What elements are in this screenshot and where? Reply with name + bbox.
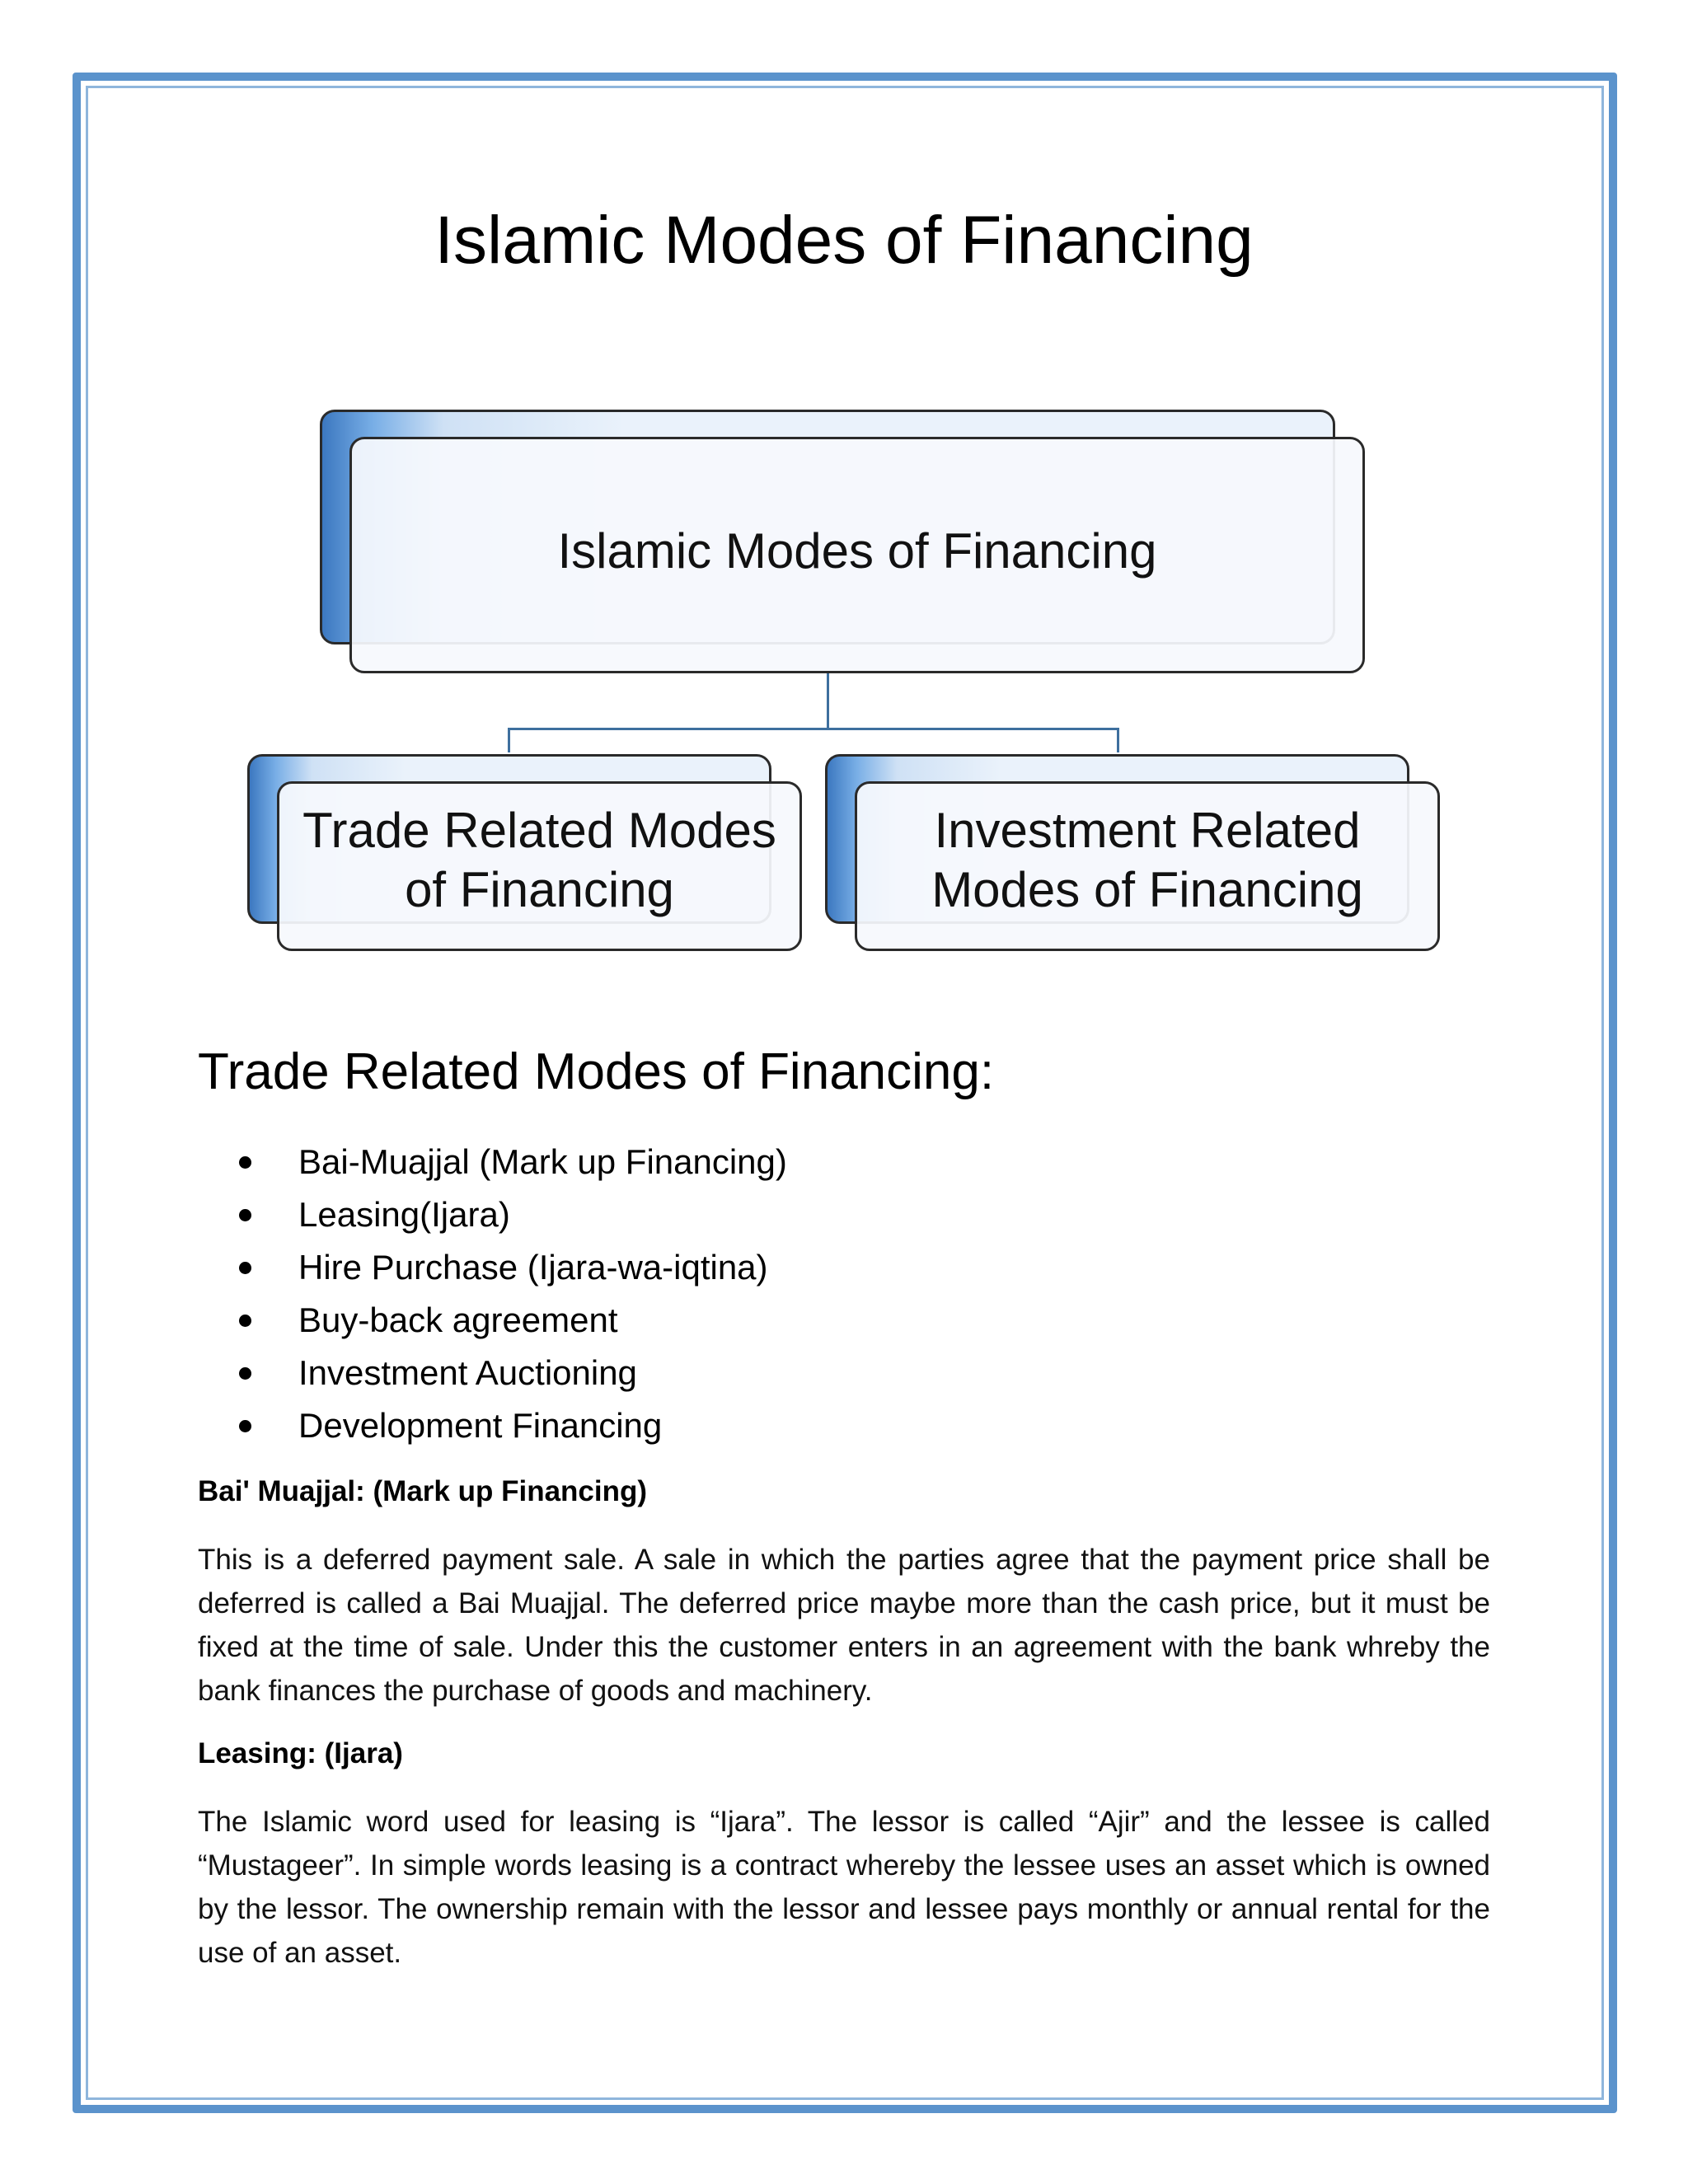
bai-muajjal-heading: Bai' Muajjal: (Mark up Financing): [198, 1475, 648, 1507]
leasing-paragraph: The Islamic word used for leasing is “Ijara”. The lessor is called “Ajir” and the lessee is called “Mustageer”. In simple words leasing is a contract whereby the lessee uses an asset which is owned by the lessor. The ownership remain with the lessor and lessee pays monthly or annual rental for the use of an asset.: [198, 1806, 1490, 1969]
list-item: Buy-back agreement: [239, 1294, 787, 1347]
trade-node-label: Trade Related Modes of Financing: [302, 803, 776, 917]
bullet-list: [239, 1136, 787, 1452]
list-item: Investment Auctioning: [239, 1347, 787, 1399]
root-node-label: Islamic Modes of Financing: [557, 523, 1157, 579]
page-title: Islamic Modes of Financing: [434, 203, 1254, 278]
investment-node: [855, 781, 1440, 951]
list-item: Hire Purchase (Ijara-wa-iqtina): [239, 1241, 787, 1294]
connector-root-stem: [827, 672, 829, 729]
leasing-heading: Leasing: (Ijara): [198, 1737, 403, 1769]
list-item: Bai-Muajjal (Mark up Financing): [239, 1136, 787, 1188]
connector-horizontal: [508, 728, 1119, 730]
connector-right-drop: [1117, 728, 1119, 752]
list-item: Leasing(Ijara): [239, 1188, 787, 1241]
list-item: Development Financing: [239, 1399, 787, 1452]
connector-left-drop: [508, 728, 510, 752]
investment-node-label: Investment Related Modes of Financing: [931, 803, 1363, 917]
section-heading: Trade Related Modes of Financing:: [198, 1043, 995, 1100]
bai-muajjal-paragraph: This is a deferred payment sale. A sale in which the parties agree that the payment price shall be deferred is called a Bai Muajjal. The deferred price maybe more than the cash price, but it must be fixed at the time of sale. Under this the customer enters in an agreement with the bank whreby the bank finances the purchase of goods and machinery.: [198, 1544, 1490, 1707]
trade-node: [277, 781, 802, 951]
root-node: [349, 437, 1365, 673]
